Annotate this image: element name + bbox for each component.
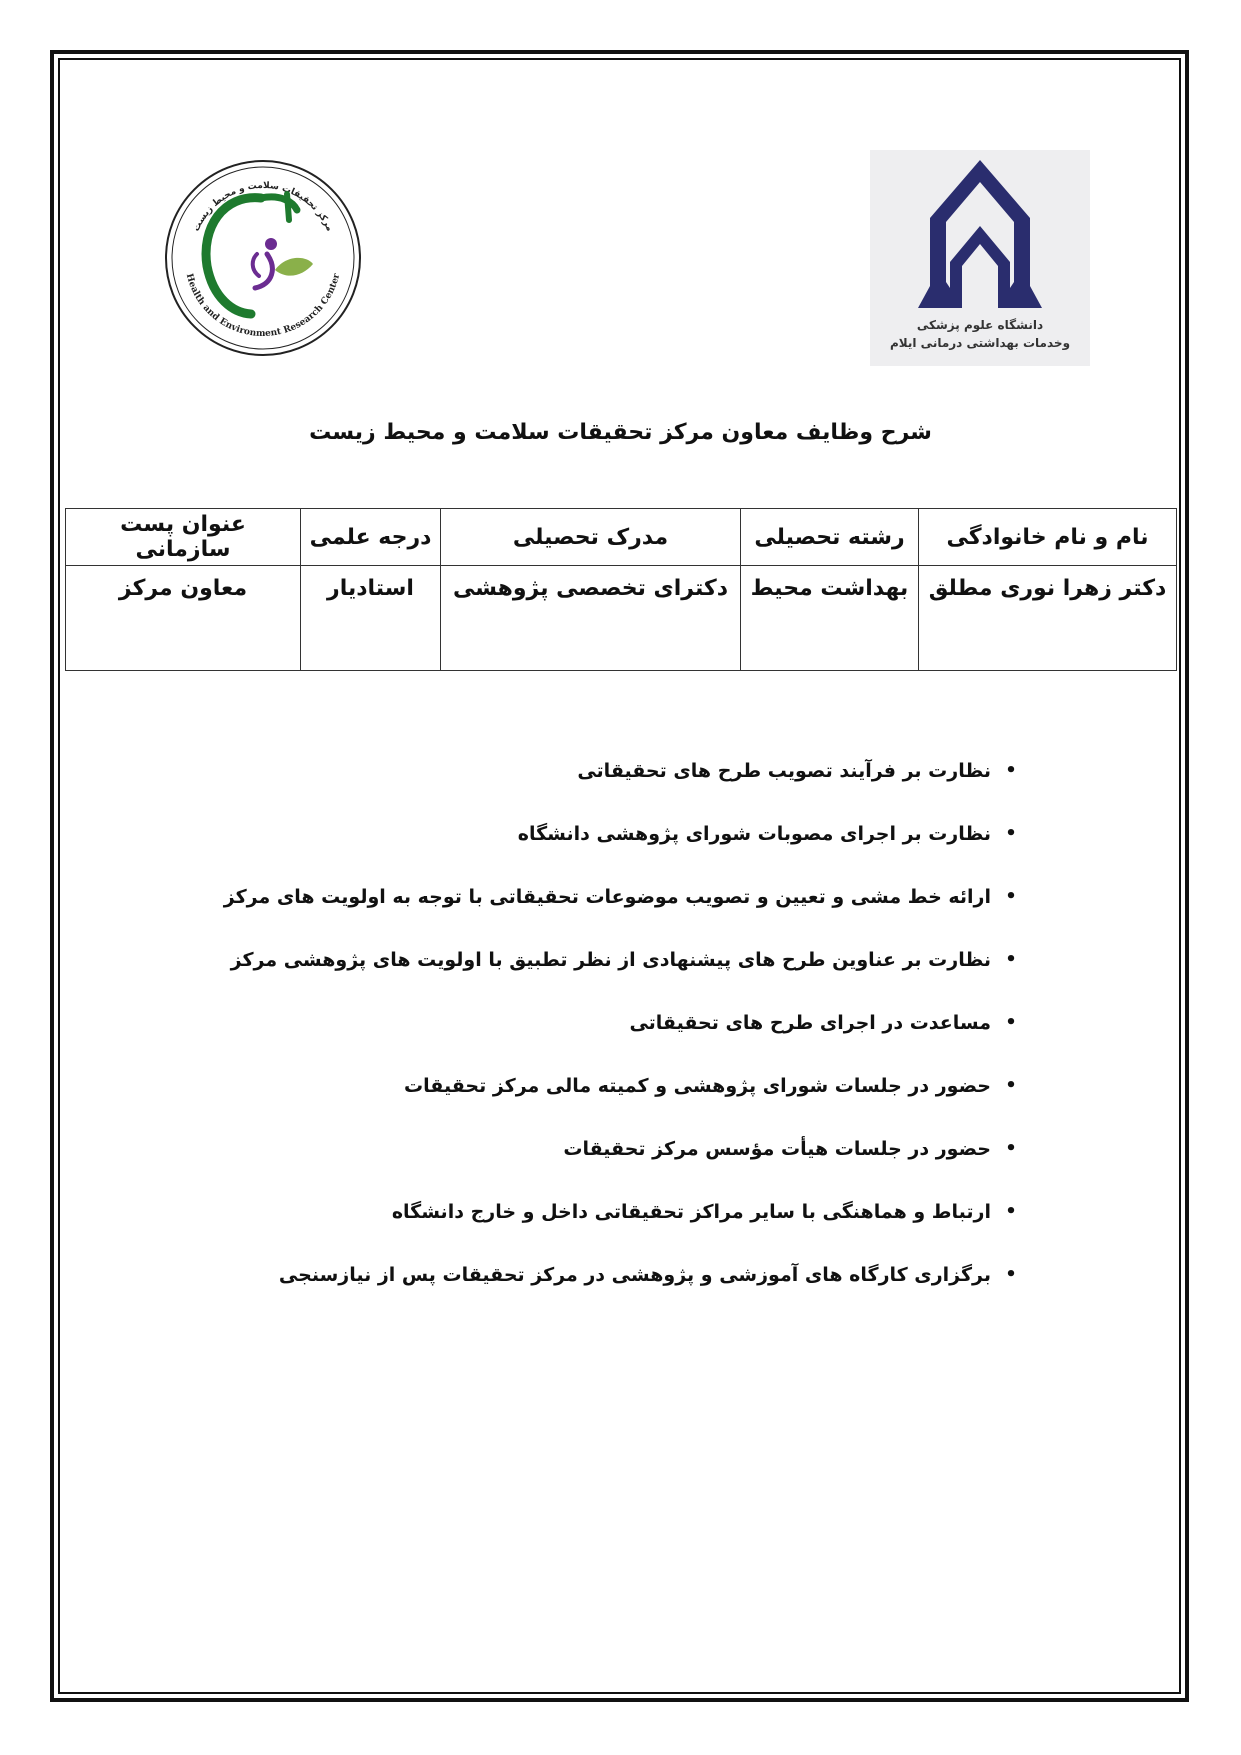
list-item	[211, 760, 1031, 823]
bullet-icon: •	[1005, 1138, 1017, 1159]
bullet-icon: •	[1005, 1075, 1017, 1096]
logo-arc-text-fa: مرکز تحقیقات سلامت و محیط زیست	[191, 180, 335, 234]
cell-field-of-study: بهداشت محیط	[741, 566, 919, 671]
duty-text: حضور در جلسات هیأت مؤسس مرکز تحقیقات	[563, 1138, 991, 1160]
document-title: شرح وظایف معاون مرکز تحقیقات سلامت و محیط زیست	[309, 420, 932, 445]
header-position-title: عنوان پست سازمانی	[66, 509, 301, 566]
list-item	[211, 1012, 1031, 1075]
duty-text: مساعدت در اجرای طرح های تحقیقاتی	[629, 1012, 991, 1034]
university-name-line1: دانشگاه علوم پزشکی	[916, 318, 1044, 332]
list-item	[211, 823, 1031, 886]
list-item	[211, 1075, 1031, 1138]
list-item	[211, 886, 1031, 949]
table-header-row	[66, 509, 1177, 566]
research-center-emblem-icon	[163, 158, 363, 358]
list-item	[211, 949, 1031, 1012]
list-item	[211, 1138, 1031, 1201]
duty-text: نظارت بر فرآیند تصویب طرح های تحقیقاتی	[577, 760, 991, 782]
bullet-icon: •	[1005, 949, 1017, 970]
duty-text: ارائه خط مشی و تعیین و تصویب موضوعات تحقیقاتی با توجه به اولویت های مرکز	[223, 886, 991, 908]
university-emblem-icon	[918, 156, 1042, 316]
header-field-of-study: رشته تحصیلی	[741, 509, 919, 566]
cell-position-title: معاون مرکز	[66, 566, 301, 671]
bullet-icon: •	[1005, 823, 1017, 844]
cell-degree: دکترای تخصصی پژوهشی	[441, 566, 741, 671]
header-academic-rank: درجه علمی	[301, 509, 441, 566]
duty-text: نظارت بر عناوین طرح های پیشنهادی از نظر تطبیق با اولویت های پژوهشی مرکز	[230, 949, 991, 971]
research-center-logo	[163, 158, 363, 358]
table-row	[66, 566, 1177, 671]
bullet-icon: •	[1005, 886, 1017, 907]
bullet-icon: •	[1005, 1201, 1017, 1222]
duty-text: برگزاری کارگاه های آموزشی و پژوهشی در مرکز تحقیقات پس از نیازسنجی	[278, 1264, 991, 1286]
cell-academic-rank: استادیار	[301, 566, 441, 671]
duty-text: نظارت بر اجرای مصوبات شورای پژوهشی دانشگاه	[517, 823, 991, 845]
list-item	[211, 1264, 1031, 1327]
duty-text: حضور در جلسات شورای پژوهشی و کمیته مالی مرکز تحقیقات	[404, 1075, 991, 1097]
cell-full-name: دکتر زهرا نوری مطلق	[919, 566, 1177, 671]
header-degree: مدرک تحصیلی	[441, 509, 741, 566]
list-item	[211, 1201, 1031, 1264]
header-full-name: نام و نام خانوادگی	[919, 509, 1177, 566]
bullet-icon: •	[1005, 1012, 1017, 1033]
duties-list	[211, 760, 1031, 1327]
bullet-icon: •	[1005, 1264, 1017, 1285]
logo-arc-text-en: Health and Environment Research Center	[183, 272, 343, 340]
personnel-info-table	[65, 508, 1177, 671]
duty-text: ارتباط و هماهنگی با سایر مراکز تحقیقاتی داخل و خارج دانشگاه	[391, 1201, 991, 1223]
university-logo	[870, 150, 1090, 366]
university-name-line2: وخدمات بهداشتی درمانی ایلام	[889, 336, 1071, 350]
bullet-icon: •	[1005, 760, 1017, 781]
